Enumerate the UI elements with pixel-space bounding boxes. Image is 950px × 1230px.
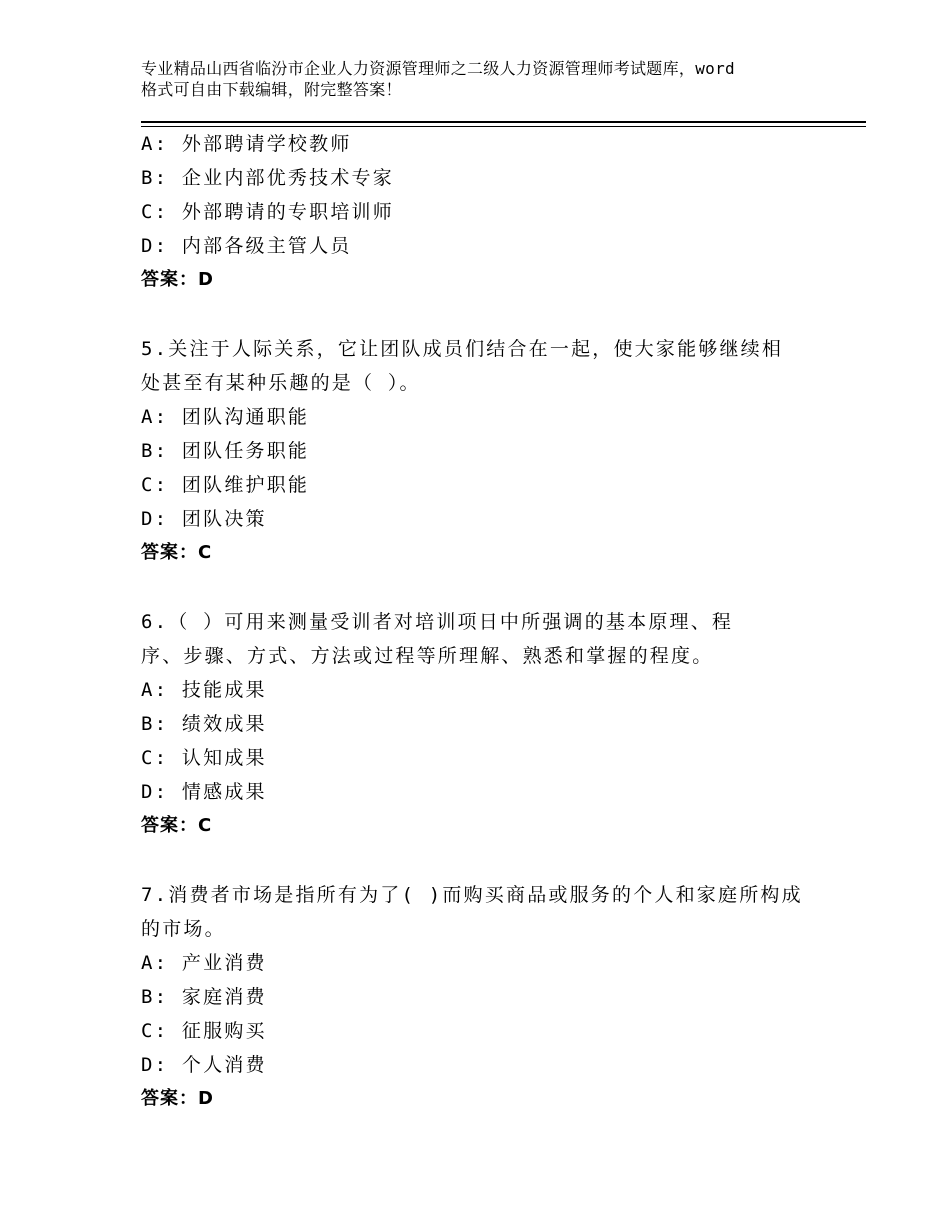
question-4 <box>141 127 841 297</box>
option-d: D: 情感成果 <box>141 781 267 803</box>
option-d: D: 个人消费 <box>141 1054 267 1076</box>
option-d: D: 团队决策 <box>141 508 267 530</box>
option-c: C: 团队维护职能 <box>141 474 310 496</box>
header-line-1: 专业精品山西省临汾市企业人力资源管理师之二级人力资源管理师考试题库，word <box>141 59 735 78</box>
option-a: A: 产业消费 <box>141 952 267 974</box>
spacer <box>141 843 841 878</box>
answer: 答案：D <box>141 269 214 290</box>
option-c: C: 征服购买 <box>141 1020 267 1042</box>
question-text-line-2: 序、步骤、方式、方法或过程等所理解、熟悉和掌握的程度。 <box>141 645 714 667</box>
spacer <box>141 570 841 605</box>
question-5 <box>141 332 841 570</box>
option-b: B: 企业内部优秀技术专家 <box>141 167 394 189</box>
answer: 答案：C <box>141 542 213 563</box>
option-a: A: 团队沟通职能 <box>141 406 310 428</box>
question-7 <box>141 878 841 1116</box>
header-divider-thick <box>141 121 866 123</box>
option-a: A: 技能成果 <box>141 679 267 701</box>
option-b: B: 绩效成果 <box>141 713 267 735</box>
question-text-line-1: 5.关注于人际关系，它让团队成员们结合在一起，使大家能够继续相 <box>141 338 784 360</box>
option-b: B: 团队任务职能 <box>141 440 310 462</box>
question-text-line-2: 处甚至有某种乐趣的是（ ）。 <box>141 372 421 394</box>
question-text-line-1: 6.（ ）可用来测量受训者对培训项日中所强调的基本原理、程 <box>141 611 734 633</box>
option-c: C: 认知成果 <box>141 747 267 769</box>
option-c: C: 外部聘请的专职培训师 <box>141 201 394 223</box>
question-6 <box>141 605 841 843</box>
answer: 答案：C <box>141 815 213 836</box>
question-text-line-2: 的市场。 <box>141 918 226 940</box>
option-a: A: 外部聘请学校教师 <box>141 133 352 155</box>
answer: 答案：D <box>141 1088 214 1109</box>
header-line-2: 格式可自由下载编辑，附完整答案！ <box>141 80 402 99</box>
question-list <box>141 127 841 1116</box>
spacer <box>141 297 841 332</box>
option-d: D: 内部各级主管人员 <box>141 235 352 257</box>
question-text-line-1: 7.消费者市场是指所有为了( )而购买商品或服务的个人和家庭所构成 <box>141 884 803 906</box>
document-header <box>141 58 841 100</box>
option-b: B: 家庭消费 <box>141 986 267 1008</box>
